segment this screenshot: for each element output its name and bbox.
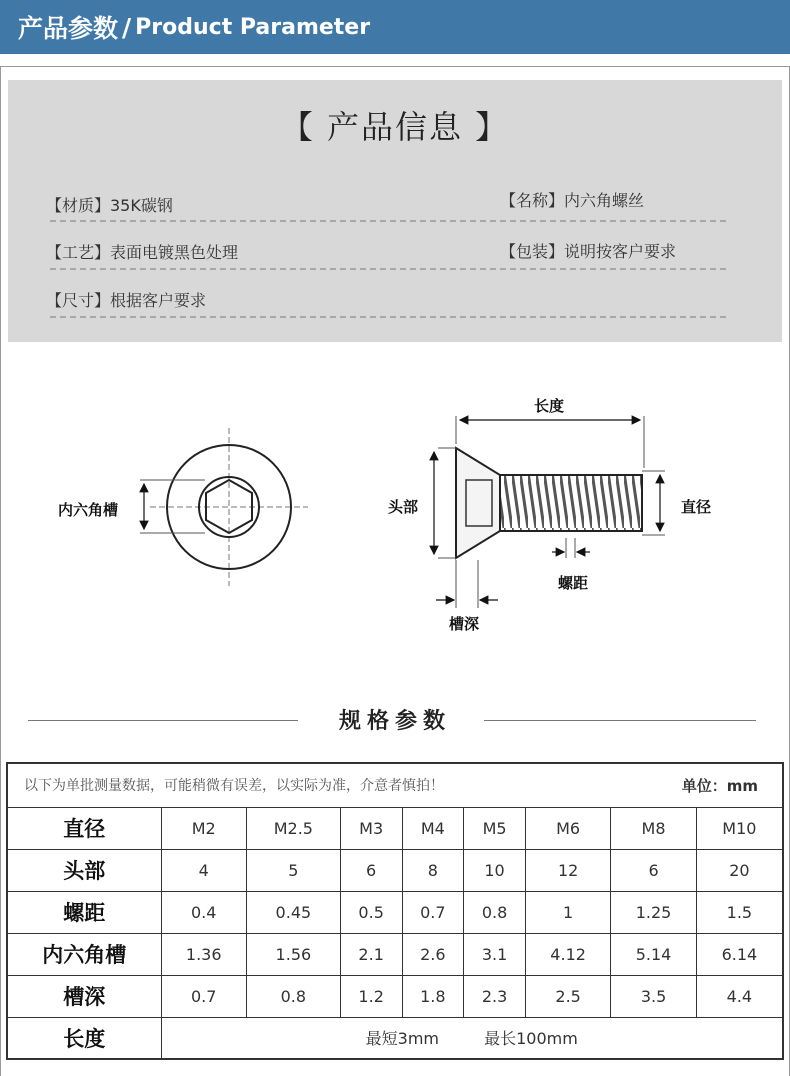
table-cell: M8 bbox=[611, 807, 696, 849]
table-cell: 0.8 bbox=[246, 975, 340, 1017]
table-row bbox=[7, 807, 783, 849]
info-name: 【名称】内六角螺丝 bbox=[500, 191, 645, 210]
label-pitch: 螺距 bbox=[558, 574, 589, 592]
header-separator: / bbox=[122, 12, 132, 42]
table-row bbox=[7, 1017, 783, 1059]
table-cell: 1 bbox=[525, 891, 610, 933]
header-title-cn: 产品参数 bbox=[18, 14, 119, 43]
table-cell: 6 bbox=[611, 849, 696, 891]
screw-side-view bbox=[434, 416, 665, 608]
table-row bbox=[7, 933, 783, 975]
table-cell: 0.7 bbox=[402, 891, 464, 933]
table-note-row bbox=[7, 763, 783, 807]
table-cell: M2.5 bbox=[246, 807, 340, 849]
screw-top-view bbox=[140, 428, 308, 586]
table-cell: 2.6 bbox=[402, 933, 464, 975]
table-cell: 0.45 bbox=[246, 891, 340, 933]
info-size: 【尺寸】根据客户要求 bbox=[46, 291, 207, 310]
divider bbox=[50, 268, 726, 270]
table-cell: 3.5 bbox=[611, 975, 696, 1017]
table-cell: 20 bbox=[696, 849, 783, 891]
table-cell: M4 bbox=[402, 807, 464, 849]
spec-section-title: 规格参数 bbox=[338, 709, 451, 734]
table-cell: 2.1 bbox=[340, 933, 402, 975]
header-title-en: Product Parameter bbox=[135, 14, 371, 40]
length-range-cell bbox=[161, 1017, 783, 1059]
table-cell: 0.5 bbox=[340, 891, 402, 933]
table-cell: M3 bbox=[340, 807, 402, 849]
label-head: 头部 bbox=[388, 498, 419, 516]
table-cell: 10 bbox=[464, 849, 526, 891]
row-header: 直径 bbox=[7, 807, 161, 849]
table-cell: 12 bbox=[525, 849, 610, 891]
row-header: 长度 bbox=[7, 1017, 161, 1059]
screw-diagram bbox=[0, 360, 790, 660]
table-cell: 2.5 bbox=[525, 975, 610, 1017]
table-cell: M6 bbox=[525, 807, 610, 849]
row-header: 内六角槽 bbox=[7, 933, 161, 975]
info-process: 【工艺】表面电镀黑色处理 bbox=[46, 243, 239, 262]
table-cell: 8 bbox=[402, 849, 464, 891]
table-cell: 1.5 bbox=[696, 891, 783, 933]
table-cell: 4.12 bbox=[525, 933, 610, 975]
table-cell: 1.56 bbox=[246, 933, 340, 975]
divider bbox=[50, 316, 726, 318]
row-header: 槽深 bbox=[7, 975, 161, 1017]
label-diameter: 直径 bbox=[681, 498, 712, 516]
row-header: 头部 bbox=[7, 849, 161, 891]
table-cell: 2.3 bbox=[464, 975, 526, 1017]
table-cell: 5 bbox=[246, 849, 340, 891]
table-cell: 5.14 bbox=[611, 933, 696, 975]
table-cell: 0.4 bbox=[161, 891, 246, 933]
table-cell: 3.1 bbox=[464, 933, 526, 975]
divider bbox=[50, 220, 726, 222]
table-cell: 4 bbox=[161, 849, 246, 891]
info-packaging: 【包装】说明按客户要求 bbox=[500, 242, 677, 261]
info-material: 【材质】35K碳钢 bbox=[46, 196, 173, 215]
product-info-title: 【 产品信息 】 bbox=[280, 108, 510, 146]
header-bar bbox=[0, 0, 790, 54]
measurement-note: 以下为单批测量数据，可能稍微有误差，以实际为准，介意者慎拍！ bbox=[24, 777, 444, 794]
table-cell: M2 bbox=[161, 807, 246, 849]
table-cell: 0.7 bbox=[161, 975, 246, 1017]
table-row bbox=[7, 891, 783, 933]
table-cell: 1.2 bbox=[340, 975, 402, 1017]
table-cell: 6.14 bbox=[696, 933, 783, 975]
length-min: 最短3mm bbox=[365, 1029, 440, 1049]
table-cell: 1.36 bbox=[161, 933, 246, 975]
table-cell: M10 bbox=[696, 807, 783, 849]
label-hex-socket: 内六角槽 bbox=[58, 501, 119, 519]
table-note-cell bbox=[7, 763, 783, 807]
unit-label: 单位：mm bbox=[681, 776, 758, 795]
row-header: 螺距 bbox=[7, 891, 161, 933]
table-cell: 4.4 bbox=[696, 975, 783, 1017]
table-cell: 1.8 bbox=[402, 975, 464, 1017]
table-cell: 6 bbox=[340, 849, 402, 891]
divider bbox=[484, 720, 756, 721]
table-row bbox=[7, 849, 783, 891]
length-max: 最长100mm bbox=[484, 1029, 578, 1049]
table-cell: 1.25 bbox=[611, 891, 696, 933]
label-socket-depth: 槽深 bbox=[449, 615, 480, 633]
table-row bbox=[7, 975, 783, 1017]
table-cell: M5 bbox=[464, 807, 526, 849]
label-length: 长度 bbox=[534, 397, 565, 415]
spec-table bbox=[6, 762, 784, 1060]
table-cell: 0.8 bbox=[464, 891, 526, 933]
